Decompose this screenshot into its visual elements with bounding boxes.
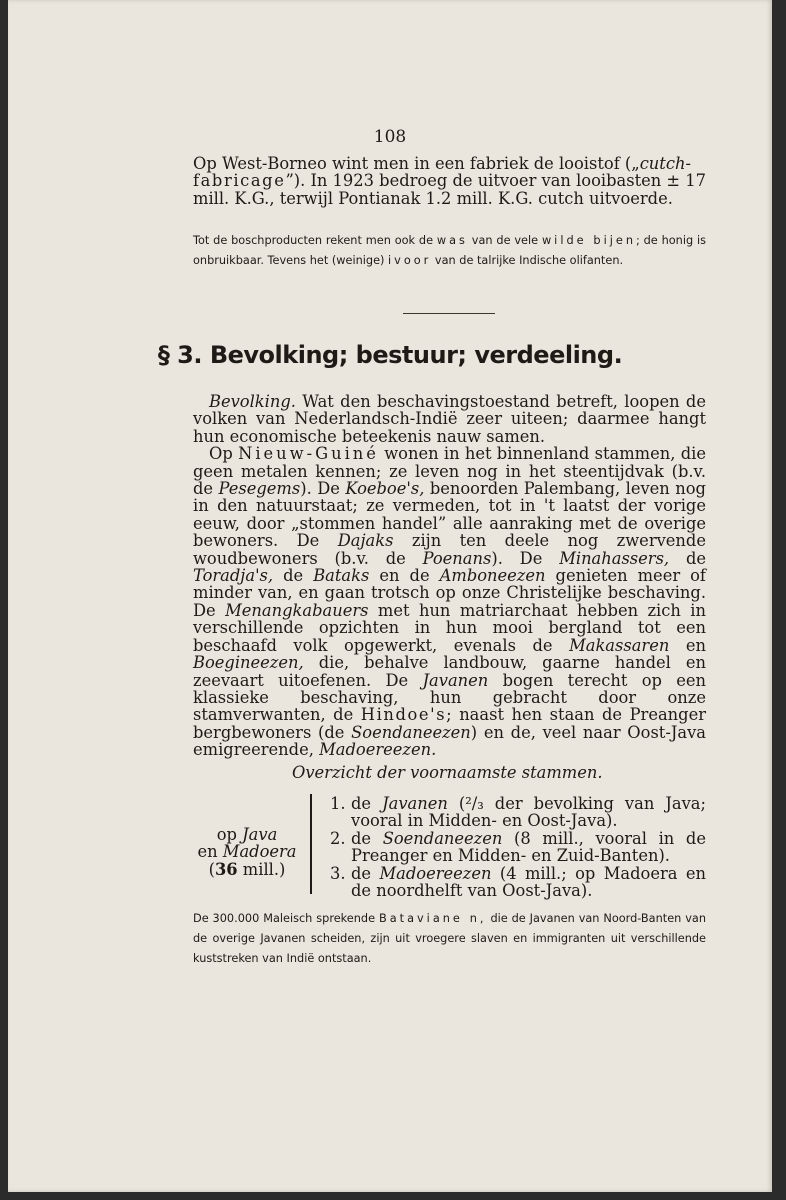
page-number: 108: [373, 127, 407, 147]
paragraph-bevolking: Bevolking. Wat den beschavingstoestand betreft, loopen de volken van Nederlandsch-Indië zeer uiteen; daarmee hangt hun economische beteekenis nauw samen.: [193, 392, 706, 446]
paragraph-volken: Op Nieuw-Guiné wonen in het binnenland stammen, die geen metalen kennen; ze leven nog in het steentijdvak (b.v. de Pesegems). De Koeboe's, benoorden Palembang, leven nog in den natuurstaat; ze vermeden, tot in 't laatst der vorige eeuw, door „stommen handel” alle aanraking met de overige bewoners. De Dajaks zijn ten deele nog zwervende woudbewoners (b.v. de Poenans). De Minahassers, de Toradja's, de Bataks en de Amboneezen genieten meer of minder van, en gaan trotsch op onze Christelijke beschaving. De Menangkabauers met hun matriarchaat hebben zich in verschillende opzichten in hun mooi bergland tot een beschaafd volk opgewerkt, evenals de Makassaren en Boegineezen, die, behalve landbouw, gaarne handel en zeevaart uitoefenen. De Javanen bogen terecht op een klassieke beschaving, hun gebracht door onze stamverwanten, de Hindoe's; naast hen staan de Preanger bergbewoners (de Soendaneezen) en de, veel naar Oost-Java emigreerende, Madoereezen.: [193, 444, 706, 760]
body-text: [193, 393, 706, 759]
footnote-forest-products: Tot de boschproducten rekent men ook de was van de vele wilde bijen; de honig is onbruikbaar. Tevens het (weinige) ivoor van de talrijke Indische olifanten.: [193, 234, 707, 267]
overview-title: Overzicht der voornaamste stammen.: [292, 763, 603, 782]
list-item: 1. de Javanen (²/₃ der bevolking van Java; vooral in Midden- en Oost-Java).: [330, 794, 706, 831]
footnote-bataviers: De 300.000 Maleisch sprekende Bataviane n, die de Javanen van Noord-Banten van de overige Javanen scheiden, zijn uit vroegere slaven en immigranten uit verschillende kuststreken van Indië ontstaan.: [193, 912, 706, 965]
book-page: [8, 0, 772, 1192]
list-item: 3. de Madoereezen (4 mill.; op Madoera en de noordhelft van Oost-Java).: [330, 863, 706, 901]
list-item: 2. de Soendaneezen (8 mill., vooral in de Preanger en Midden- en Zuid-Banten).: [330, 828, 706, 866]
overview-list: [330, 795, 706, 899]
section-divider: [403, 313, 495, 314]
overview-left-label: op Java en Madoera (36 mill.): [197, 825, 297, 879]
section-heading: § 3. Bevolking; bestuur; verdeeling.: [157, 341, 623, 369]
overview-bracket: [310, 794, 312, 894]
intro-paragraph: Op West-Borneo wint men in een fabriek de looistof („cutch- fabricage”). In 1923 bedroeg de uitvoer van looibasten ± 17 mill. K.G., terwijl Pontianak 1.2 mill. K.G. cutch uitvoerde.: [193, 154, 706, 208]
